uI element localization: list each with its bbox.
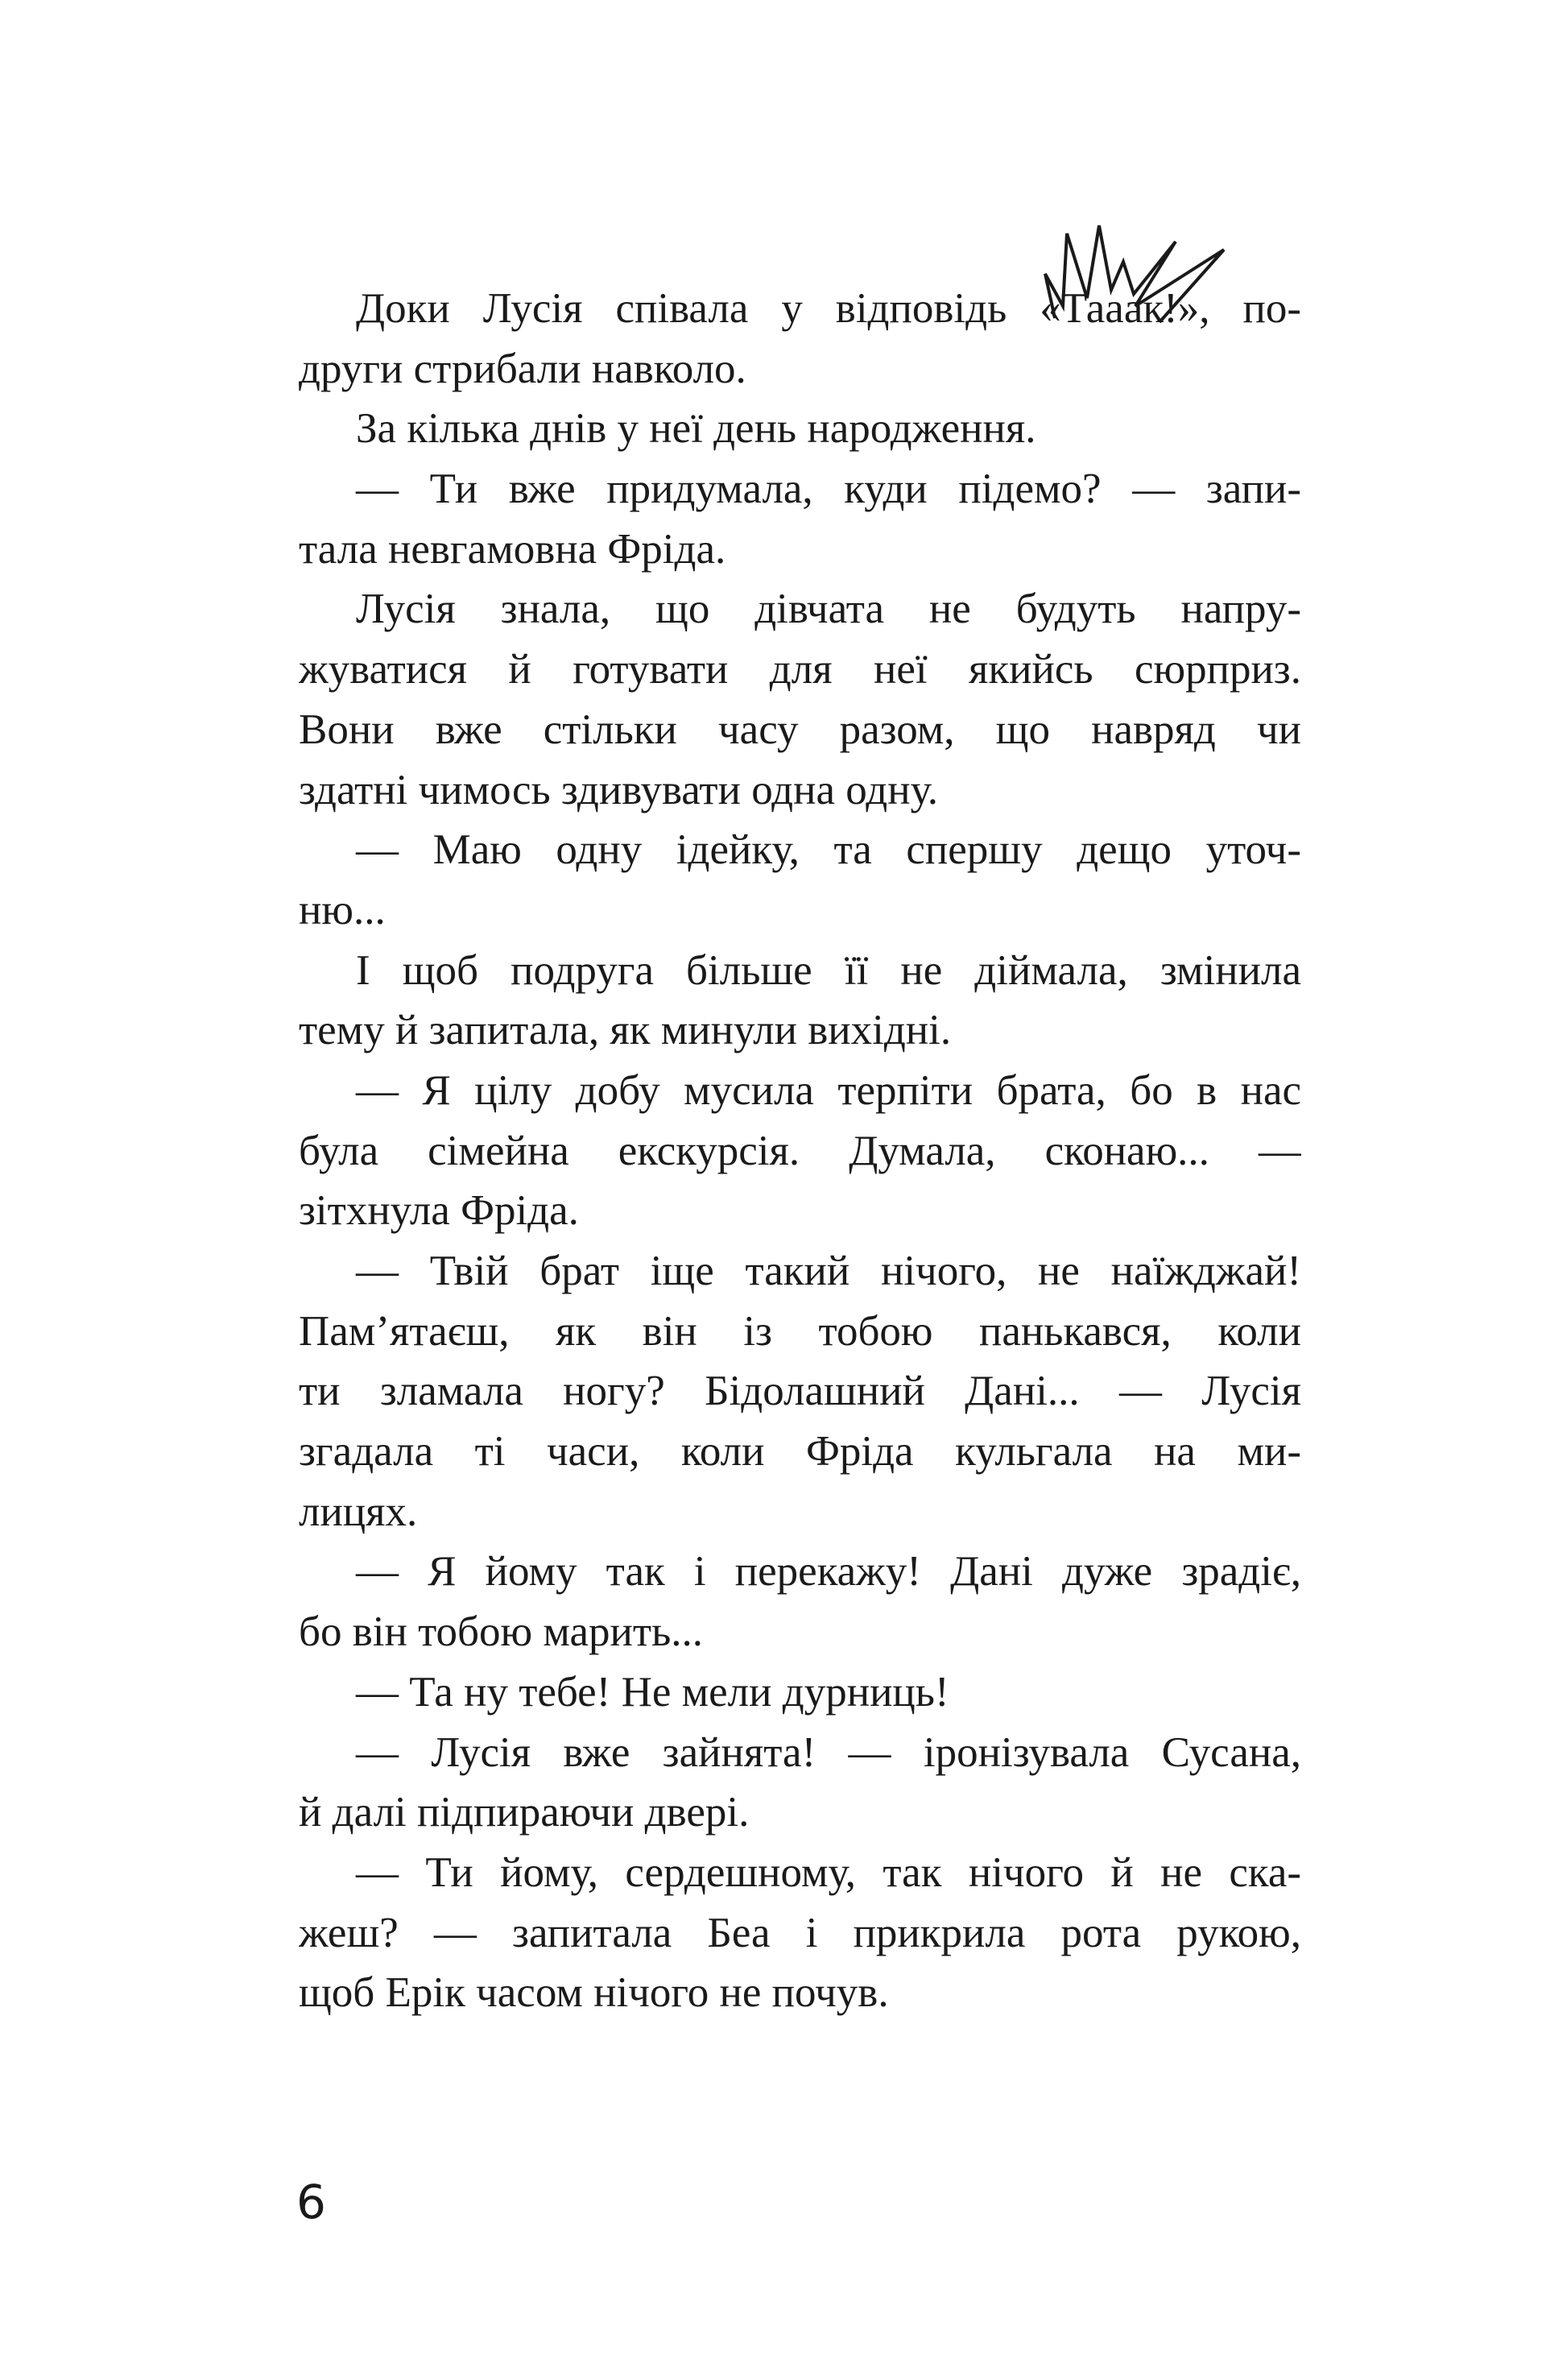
text-line: Вони вже стільки часу разом, що навряд чи [299,706,1301,753]
text-line: була сімейна екскурсія. Думала, сконаю... — [299,1127,1301,1174]
text-line: — Ти вже придумала, куди підемо? — запи- [356,466,1301,513]
text-line: лицях. [299,1488,418,1535]
text-line: жеш? — запитала Беа і прикрила рота рукою, [299,1909,1301,1956]
text-line: Доки Лусія співала у відповідь «Тааак!», по- [356,285,1301,332]
text-line: згадала ті часи, коли Фріда кульгала на ми- [299,1428,1301,1476]
text-line: й далі підпираючи двері. [299,1789,750,1836]
text-line: І щоб подруга більше її не діймала, змінила [356,946,1301,994]
text-line: Пам’ятаєш, як він із тобою панькався, коли [299,1307,1301,1355]
text-line: За кілька днів у неї день народження. [356,405,1036,453]
page-number: 6 [296,2175,326,2229]
text-line: ню... [299,886,386,933]
text-line: — Ти йому, сердешному, так нічого й не ска- [356,1848,1301,1896]
text-line: — Твій брат іще такий нічого, не наїжджай! [356,1248,1301,1294]
text-line: — Лусія вже зайнята! — іронізувала Сусана, [356,1728,1301,1776]
text-line: тала невгамовна Фріда. [299,525,726,573]
text-line: бо він тобою марить... [299,1608,703,1656]
text-line: други стрибали навколо. [299,345,746,392]
text-line: — Я йому так і перекажу! Дані дуже зрадіє, [356,1548,1301,1596]
text-line: здатні чимось здивувати одна одну. [299,766,939,813]
text-line: щоб Ерік часом нічого не почув. [299,1969,889,2017]
text-line: — Маю одну ідейку, та спершу дещо уточ- [356,826,1301,874]
text-line: тему й запитала, як минули вихідні. [299,1007,952,1054]
text-line: зітхнула Фріда. [299,1187,579,1235]
text-line: — Я цілу добу мусила терпіти брата, бо в нас [356,1066,1301,1114]
text-line: Лусія знала, що дівчата не будуть напру- [356,586,1301,633]
text-line: ти зламала ногу? Бідолашний Дані... — Лусія [299,1368,1301,1415]
text-line: жуватися й готувати для неї якийсь сюрприз. [299,646,1301,693]
text-line: — Та ну тебе! Не мели дурниць! [356,1668,949,1716]
body-text [299,279,1301,2023]
